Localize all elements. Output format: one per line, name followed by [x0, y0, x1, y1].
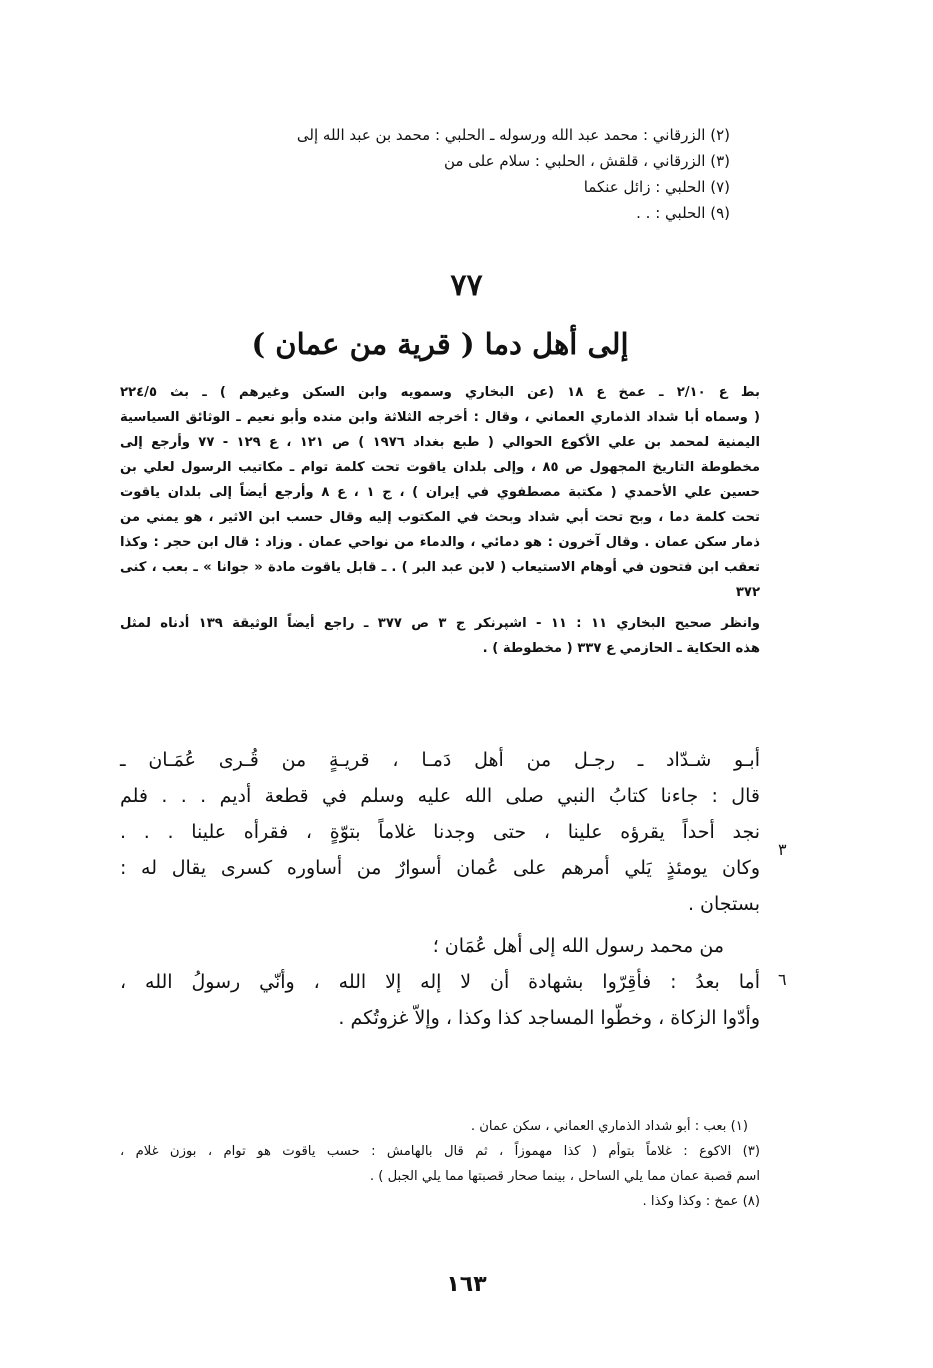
reference-line: حسين علي الأحمدي ( مكتبة مصطفوي في إيران ) ، ج ١ ، ع ٨ وأرجع أيضاً إلى بلدان ياقوت [120, 485, 760, 500]
reference-line: ذمار سكن عمان . وقال آخرون : هو دمائي ، والدماء من نواحي عمان . وزاد : قال ابن حجر : وكذا [120, 535, 760, 550]
reference-line: تعقب ابن فتحون في أوهام الاستيعاب ( لابن عبد البر ) . ـ قابل ياقوت مادة « جوانا » ـ بعب ، كنى [120, 560, 760, 575]
line-number: ٦ [778, 970, 787, 989]
reference-line: ٣٧٢ [735, 585, 760, 600]
text-line: أبـو شـدّاد ـ رجـل من أهل دَمـا ، قريـةٍ من قُـرى عُمَـان ـ [120, 749, 760, 771]
text-line: وكان يومئذٍ يَلي أمرهم على عُمان أسوارٌ من أساوره كسرى يقال له : [120, 857, 760, 879]
reference-line: تحت كلمة دما ، وبح تحت أبي شداد وبحث في المكتوب إليه وقال حسب ابن الاثير ، هو يمني من [120, 510, 760, 525]
footnote-line: اسم قصبة عمان مما يلي الساحل ، بينما صحار قصبتها مما يلي الجبل ) . [369, 1169, 760, 1184]
page-number: ١٦٣ [446, 1272, 487, 1297]
footnote-line: (٢) الزرقاني : محمد عبد الله ورسوله ـ الحلبي : محمد بن عبد الله إلى [296, 126, 730, 144]
reference-line: بط ع ٢/١٠ ـ عمخ ع ١٨ (عن البخاري وسمويه وابن السكن وغيرهم ) ـ بث ٢٢٤/٥ [120, 385, 761, 400]
text-line: وأدّوا الزكاة ، وخطّوا المساجد كذا وكذا ، وإلاّ غزوتُكم . [338, 1007, 760, 1029]
previous-footnotes [230, 122, 730, 226]
footnotes [120, 1114, 760, 1214]
line-number: ٣ [778, 840, 787, 859]
footnote-line: (٣) الزرقاني ، قلقش ، الحلبي : سلام على من [443, 152, 730, 170]
text-line: بستجان . [687, 893, 760, 915]
text-line: نجد أحداً يقرؤه علينا ، حتى وجدنا غلاماً بتوّةٍ ، فقرأه علينا . . . [120, 821, 760, 843]
footnote-line: (٣) الاكوع : غلاماً بتوأم ( كذا مهموزاً ، ثم قال بالهامش : حسب ياقوت هو توام ، بوزن غلام ، [120, 1144, 760, 1159]
footnote-line: (١) بعب : أبو شداد الذماري العماني ، سكن عمان . [470, 1119, 748, 1134]
document-title: إلى أهل دما ( قرية من عمان ) [251, 327, 629, 361]
footnote-line: (٩) الحلبي : . . [636, 204, 730, 222]
reference-line: مخطوطة التاريخ المجهول ص ٨٥ ، وإلى بلدان ياقوت تحت كلمة توام ـ مكاتيب الرسول لعلي بن [120, 460, 761, 475]
footnote-line: (٧) الحلبي : زائل عنكما [583, 178, 730, 196]
text-line: أما بعدُ : فأقِرّوا بشهادة أن لا إله إلا الله ، وأنّي رسولُ الله ، [120, 971, 760, 993]
reference-line: اليمنية لمحمد بن علي الأكوع الحوالي ( طبع بغداد ١٩٧٦ ) ص ١٢١ ، ع ١٢٩ - ٧٧ وأرجع إلى [120, 435, 761, 450]
reference-line: وانظر صحيح البخاري ١١ : ١١ - اشپرنكر ج ٣ ص ٣٧٧ ـ راجع أيضاً الوثيقة ١٣٩ أدناه لمثل [120, 616, 760, 631]
text-line: من محمد رسول الله إلى أهل عُمَان ؛ [432, 935, 724, 957]
reference-line: هذه الحكاية ـ الحازمي ع ٣٣٧ ( مخطوطة ) . [482, 641, 760, 656]
references-block [120, 380, 760, 661]
document-number: ٧٧ [450, 268, 483, 303]
footnote-line: (٨) عمخ : وكذا وكذا . [642, 1194, 760, 1209]
reference-line: ( وسماه أبا شداد الذماري العماني ، وقال : أخرجه الثلاثة وابن منده وأبو نعيم ـ الوثائق السياسية [120, 410, 760, 425]
main-text [120, 742, 760, 1036]
text-line: قال : جاءنا كتابُ النبي صلى الله عليه وسلم في قطعة أديم . . . فلم [120, 785, 760, 807]
